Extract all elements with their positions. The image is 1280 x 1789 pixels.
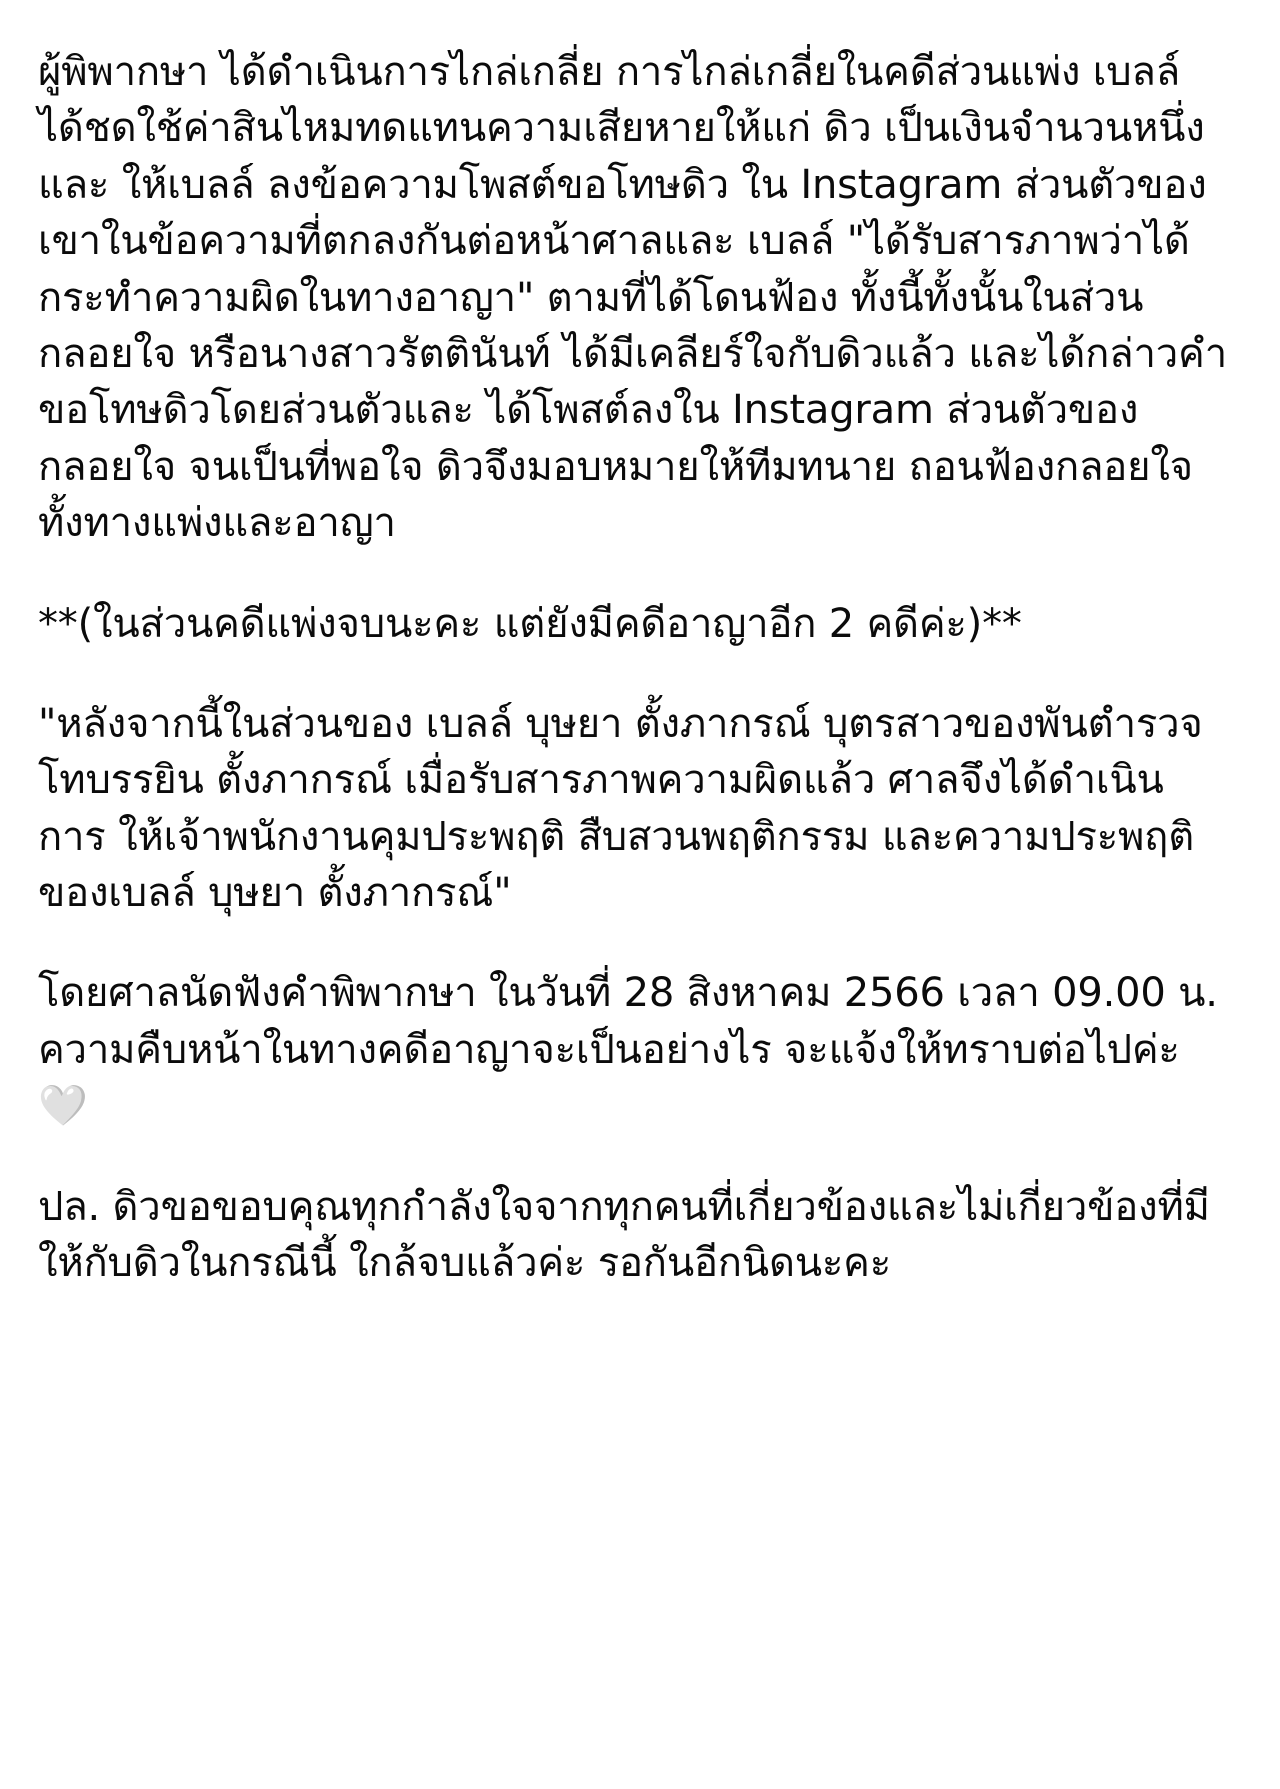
statement-body bbox=[38, 44, 1231, 1291]
statement-paragraph-4: โดยศาลนัดฟังคำพิพากษา ในวันที่ 28 สิงหาคม 2566 เวลา 09.00 น. ความคืบหน้าในทางคดีอาญาจะเป็นอย่างไร จะแจ้งให้ทราบต่อไปค่ะ🤍 bbox=[38, 970, 1231, 1130]
statement-paragraph-3: "หลังจากนี้ในส่วนของ เบลล์ บุษยา ตั้งภากรณ์ บุตรสาวของพันตำรวจโทบรรยิน ตั้งภากรณ์ เมื่อรับสารภาพความผิดแล้ว ศาลจึงได้ดำเนินการ ให้เจ้าพนักงานคุมประพฤติ สืบสวนพฤติกรรม และความประพฤติ ของเบลล์ บุษยา ตั้งภากรณ์" bbox=[38, 700, 1207, 917]
statement-paragraph-1: ผู้พิพากษา ได้ดำเนินการไกล่เกลี่ย การไกล่เกลี่ยในคดีส่วนแพ่ง เบลล์ ได้ชดใช้ค่าสินไหมทดแทนความเสียหายให้แก่ ดิว เป็นเงินจำนวนหนึ่ง และ ให้เบลล์ ลงข้อความโพสต์ขอโทษดิว ใน Instagram ส่วนตัวของเขาในข้อความที่ตกลงกันต่อหน้าศาลและ เบลล์ "ได้รับสารภาพว่าได้กระทำความผิดในทางอาญา" ตามที่ได้โดนฟ้อง ทั้งนี้ทั้งนั้นในส่วนกลอยใจ หรือนางสาวรัตตินันท์ ได้มีเคลียร์ใจกับดิวแล้ว และได้กล่าวคำขอโทษดิวโดยส่วนตัวและ ได้โพสต์ลงใน Instagram ส่วนตัวของกลอยใจ จนเป็นที่พอใจ ดิวจึงมอบหมายให้ทีมทนาย ถอนฟ้องกลอยใจทั้งทางแพ่งและอาญา bbox=[38, 49, 1227, 547]
statement-paragraph-2: **(ในส่วนคดีแพ่งจบนะคะ แต่ยังมีคดีอาญาอีก 2 คดีค่ะ)** bbox=[38, 600, 1022, 647]
statement-paragraph-5: ปล. ดิวขอขอบคุณทุกกำลังใจจากทุกคนที่เกี่ยวข้องและไม่เกี่ยวข้องที่มีให้กับดิวในกรณีนี้ ใกล้จบแล้วค่ะ รอกันอีกนิดนะคะ bbox=[38, 1183, 1210, 1287]
